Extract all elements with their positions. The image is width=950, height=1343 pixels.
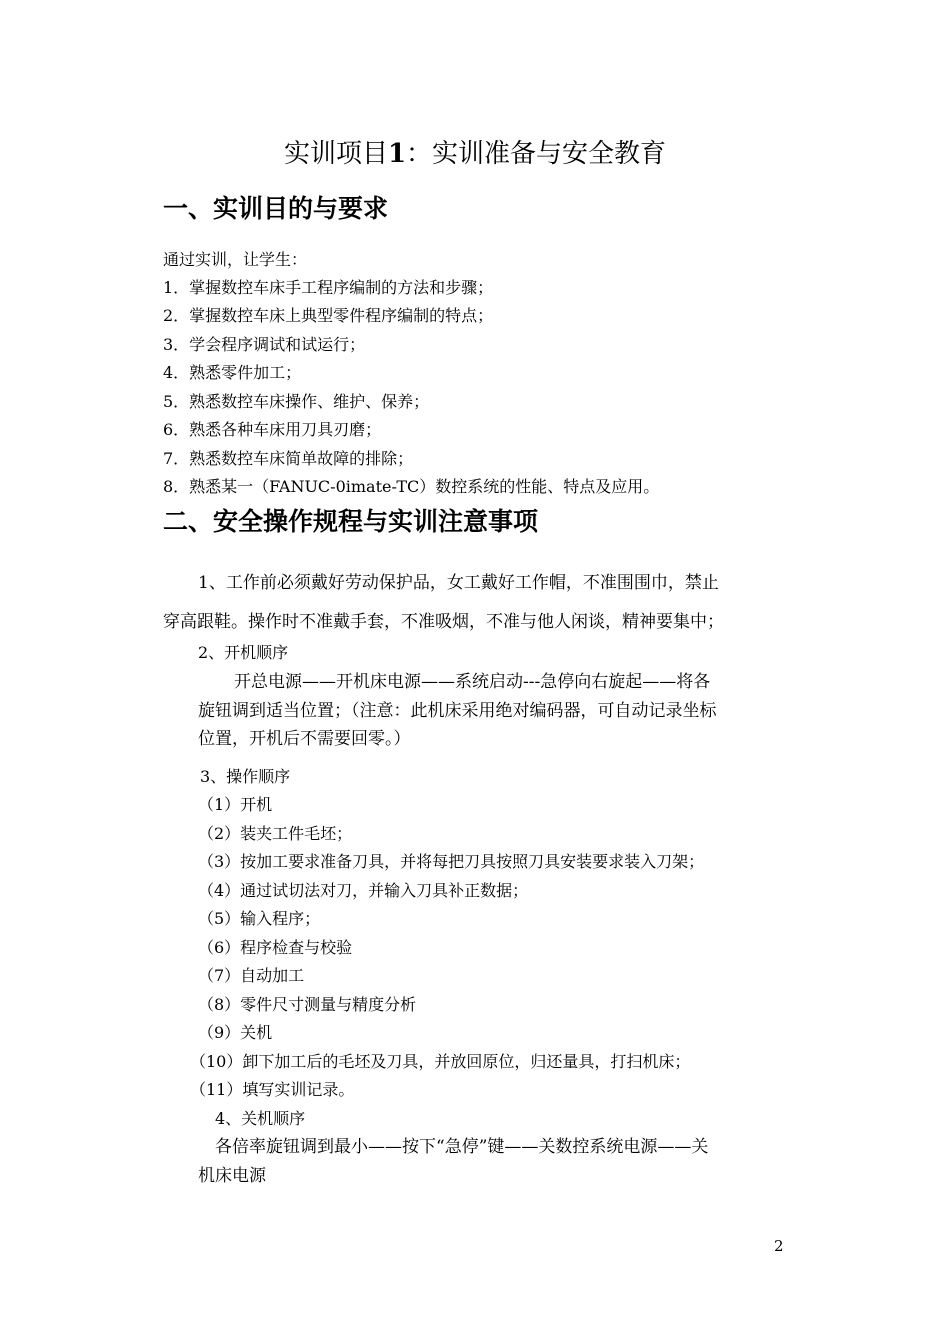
title-suffix: ：实训准备与安全教育 [406, 139, 667, 169]
rule4-heading: 4、关机顺序 [215, 1109, 306, 1128]
list-item: 5．熟悉数控车床操作、维护、保养； [163, 392, 430, 411]
rule2-line2: 旋钮调到适当位置；（注意：此机床采用绝对编码器，可自动记录坐标 [198, 701, 717, 721]
section1-heading: 一、实训目的与要求 [163, 194, 389, 223]
document-title [0, 136, 950, 172]
step-item: （4）通过试切法对刀，并输入刀具补正数据； [198, 881, 529, 900]
title-number: 1 [387, 139, 407, 169]
step-item: （11）填写实训记录。 [190, 1080, 355, 1099]
section2-heading: 二、安全操作规程与实训注意事项 [163, 507, 539, 536]
list-item: 4．熟悉零件加工； [163, 363, 302, 382]
rule4-line1: 各倍率旋钮调到最小——按下“急停”键——关数控系统电源——关 [215, 1137, 709, 1157]
list-item: 3．学会程序调试和试运行； [163, 335, 366, 354]
rule1-line1: 1、工作前必须戴好劳动保护品，女工戴好工作帽，不准围围巾，禁止 [198, 573, 719, 593]
list-item: 7．熟悉数控车床简单故障的排除； [163, 449, 414, 468]
step-item: （1）开机 [198, 795, 273, 814]
step-item: （5）输入程序； [198, 909, 321, 928]
list-item: 8．熟悉某一（FANUC-0imate-TC）数控系统的性能、特点及应用。 [163, 477, 660, 496]
step-item: （10）卸下加工后的毛坯及刀具，并放回原位，归还量具，打扫机床； [190, 1052, 691, 1071]
step-item: （6）程序检查与校验 [198, 938, 353, 957]
step-item: （3）按加工要求准备刀具，并将每把刀具按照刀具安装要求装入刀架； [198, 852, 705, 871]
list-item: 1．掌握数控车床手工程序编制的方法和步骤； [163, 278, 494, 297]
rule1-line2: 穿高跟鞋。操作时不准戴手套，不准吸烟，不准与他人闲谈，精神要集中； [163, 612, 724, 632]
rule3-heading: 3、操作顺序 [200, 767, 291, 786]
rule2-heading: 2、开机顺序 [198, 643, 289, 662]
rule2-line1: 开总电源——开机床电源——系统启动---急停向右旋起——将各 [234, 672, 711, 692]
step-item: （2）装夹工件毛坯； [198, 824, 353, 843]
list-item: 6．熟悉各种车床用刀具刃磨； [163, 420, 382, 439]
section1-intro: 通过实训，让学生： [163, 250, 308, 269]
title-prefix: 实训项目 [283, 139, 388, 169]
step-item: （8）零件尺寸测量与精度分析 [198, 995, 417, 1014]
list-item: 2．掌握数控车床上典型零件程序编制的特点； [163, 306, 494, 325]
page-number: 2 [774, 1237, 784, 1255]
rule2-line3: 位置，开机后不需要回零。） [198, 729, 411, 749]
step-item: （9）关机 [198, 1023, 273, 1042]
rule4-line2: 机床电源 [198, 1166, 266, 1186]
step-item: （7）自动加工 [198, 966, 305, 985]
